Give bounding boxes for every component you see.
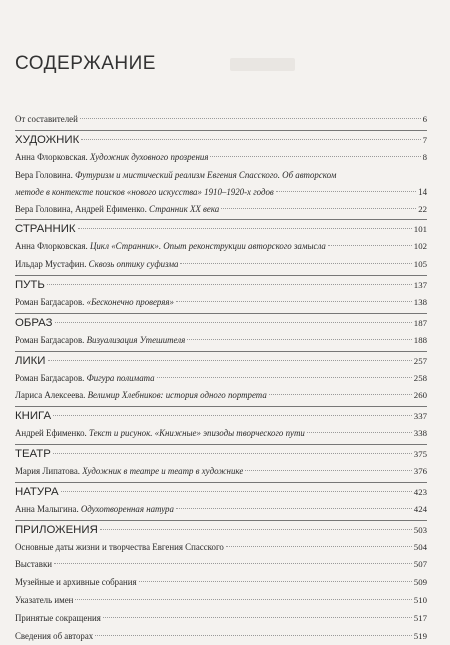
entry-text	[15, 294, 174, 312]
page-number: 6	[422, 114, 427, 124]
toc-line	[15, 521, 427, 539]
toc-line	[15, 628, 427, 645]
page-number: 423	[413, 486, 427, 497]
toc-section[interactable]	[15, 520, 427, 539]
toc-line	[15, 149, 427, 167]
entry-title: «Бесконечно проверяя»	[86, 296, 174, 307]
toc-line	[15, 574, 427, 592]
entry-author: От составителей	[15, 114, 78, 124]
dot-leader	[100, 529, 412, 530]
page-number: 102	[413, 241, 427, 252]
entry-title: Визуализация Утешителя	[86, 334, 186, 345]
entry-author: Основные даты жизни и творчества Евгения Спасского	[15, 541, 224, 552]
toc-line	[15, 352, 427, 370]
page-number: 507	[413, 559, 427, 570]
page-number: 187	[413, 317, 427, 328]
dot-leader	[176, 508, 412, 509]
page-number: 519	[413, 630, 427, 641]
toc-line	[15, 445, 427, 463]
toc-line	[15, 332, 427, 350]
toc-entry[interactable]	[15, 201, 427, 219]
toc-entry[interactable]	[15, 610, 427, 628]
entry-author: Вера Головина.	[15, 169, 73, 180]
entry-text	[15, 387, 267, 405]
entry-title: Текст и рисунок. «Книжные» эпизоды творческого пути	[88, 428, 305, 439]
toc-section[interactable]	[15, 406, 427, 425]
page-number: 509	[413, 577, 427, 588]
section-label: КНИГА	[15, 410, 52, 423]
section-label: ОБРАЗ	[15, 316, 53, 329]
entry-text	[15, 332, 185, 350]
entry-title: Футуризм и мистический реализм Евгения Спасского. Об авторском	[75, 169, 337, 180]
page-number: 337	[413, 411, 427, 422]
toc-line	[15, 425, 427, 443]
toc-line	[15, 539, 427, 557]
section-label: ТЕАТР	[15, 447, 51, 460]
toc-entry[interactable]	[15, 628, 427, 645]
section-label: СТРАННИК	[15, 223, 76, 236]
page-title: СОДЕРЖАНИЕ	[15, 53, 156, 74]
page-number: 105	[413, 259, 427, 270]
entry-author: Анна Малыгина.	[15, 503, 79, 514]
section-label: НАТУРА	[15, 485, 59, 498]
section-label: ЛИКИ	[15, 354, 46, 367]
toc-line	[15, 276, 427, 294]
dot-leader	[245, 470, 412, 471]
toc-line	[15, 238, 427, 256]
dot-leader	[80, 118, 421, 119]
dot-leader	[95, 635, 412, 636]
entry-text	[15, 370, 155, 388]
section-rule	[15, 444, 427, 445]
entry-title: Фигура полимата	[86, 372, 155, 383]
entry-title: Сквозь оптику суфизма	[88, 259, 179, 270]
toc-line	[15, 463, 427, 481]
entry-text	[15, 539, 224, 557]
dot-leader	[54, 563, 412, 564]
toc-line	[15, 294, 427, 312]
page-number: 257	[413, 355, 427, 366]
page-number: 8	[422, 151, 427, 162]
page-number: 260	[413, 390, 427, 401]
entry-title: Одухотворенная натура	[80, 503, 174, 514]
section-rule	[15, 351, 427, 352]
page-number: 101	[413, 224, 427, 235]
toc-line	[15, 131, 427, 149]
entry-author: Лариса Алексеева.	[15, 390, 86, 401]
page-number: 137	[413, 279, 427, 290]
page-number: 14	[418, 186, 427, 197]
entry-text	[15, 610, 101, 628]
dot-leader	[276, 191, 416, 192]
entry-author: Роман Багдасаров.	[15, 372, 85, 383]
toc-section[interactable]	[15, 444, 427, 463]
entry-text	[15, 111, 78, 129]
dot-leader	[176, 301, 412, 302]
entry-author: Ильдар Мустафин.	[15, 259, 87, 270]
toc-entry[interactable]	[15, 463, 427, 481]
toc-line	[15, 610, 427, 628]
toc-line	[15, 407, 427, 425]
page-number: 258	[413, 372, 427, 383]
entry-author: Музейные и архивные собрания	[15, 577, 137, 588]
entry-text	[15, 149, 208, 167]
toc-entry[interactable]	[15, 370, 427, 388]
entry-text	[15, 574, 137, 592]
toc-entry[interactable]	[15, 387, 427, 405]
dot-leader	[53, 453, 412, 454]
section-rule	[15, 313, 427, 314]
entry-author: Выставки	[15, 559, 52, 570]
toc-section[interactable]	[15, 313, 427, 332]
entry-text	[15, 201, 219, 219]
entry-author: Мария Липатова.	[15, 465, 80, 476]
dot-leader	[103, 617, 412, 618]
toc-line	[15, 556, 427, 574]
toc-entry[interactable]	[15, 556, 427, 574]
entry-author: Указатель имен	[15, 594, 74, 605]
section-rule	[15, 406, 427, 407]
toc-section[interactable]	[15, 130, 427, 149]
entry-title: Художник духовного прозрения	[89, 151, 209, 162]
toc-line	[15, 314, 427, 332]
entry-author: Андрей Ефименко.	[15, 428, 87, 439]
entry-title-cont: методе в контексте поисков «нового искусства» 1910–1920-х годов	[15, 186, 274, 197]
toc-entry[interactable]	[15, 256, 427, 274]
toc-line	[15, 387, 427, 405]
toc-entry[interactable]	[15, 539, 427, 557]
entry-text	[15, 238, 326, 256]
entry-author: Анна Флорковская.	[15, 241, 88, 252]
dot-leader	[328, 245, 412, 246]
toc-entry[interactable]	[15, 574, 427, 592]
dot-leader	[226, 546, 412, 547]
section-label: ХУДОЖНИК	[15, 133, 80, 146]
entry-author: Анна Флорковская.	[15, 151, 88, 162]
section-rule	[15, 275, 427, 276]
dot-leader	[157, 377, 412, 378]
toc-entry[interactable]	[15, 294, 427, 312]
dot-leader	[61, 491, 412, 492]
toc-line	[15, 592, 427, 610]
toc-section[interactable]	[15, 219, 427, 238]
entry-text	[15, 463, 243, 481]
dot-leader	[139, 581, 412, 582]
table-of-contents	[15, 111, 427, 645]
page-number: 138	[413, 296, 427, 307]
dot-leader	[210, 156, 420, 157]
entry-text	[15, 556, 52, 574]
section-rule	[15, 130, 427, 131]
entry-text	[15, 256, 178, 274]
entry-text	[15, 592, 73, 610]
dot-leader	[53, 415, 412, 416]
page-number: 338	[413, 428, 427, 439]
dot-leader	[269, 394, 412, 395]
dot-leader	[75, 599, 411, 600]
section-rule	[15, 520, 427, 521]
entry-title: Странник XX века	[149, 203, 220, 214]
page-number: 376	[413, 465, 427, 476]
dot-leader	[307, 432, 412, 433]
dot-leader	[180, 263, 411, 264]
toc-entry[interactable]	[15, 425, 427, 443]
toc-entry[interactable]	[15, 111, 427, 129]
toc-entry[interactable]	[15, 238, 427, 256]
toc-line	[15, 501, 427, 519]
toc-entry[interactable]	[15, 167, 427, 201]
toc-entry[interactable]	[15, 592, 427, 610]
entry-title: Цикл «Странник». Опыт реконструкции авторского замысла	[89, 241, 326, 252]
toc-line-2	[15, 184, 427, 201]
dot-leader	[55, 322, 412, 323]
entry-author: Вера Головина, Андрей Ефименко.	[15, 203, 147, 214]
toc-line-1	[15, 167, 427, 184]
entry-text	[15, 501, 174, 519]
toc-line	[15, 201, 427, 219]
toc-section[interactable]	[15, 482, 427, 501]
entry-text	[15, 628, 93, 645]
entry-title: Велимир Хлебников: история одного портрета	[87, 390, 267, 401]
dot-leader	[48, 360, 412, 361]
toc-line	[15, 111, 427, 129]
page-number: 424	[413, 503, 427, 514]
dot-leader	[221, 208, 416, 209]
show-through-text	[230, 58, 295, 71]
entry-author: Роман Багдасаров.	[15, 334, 85, 345]
toc-entry[interactable]	[15, 149, 427, 167]
page-number: 7	[422, 134, 427, 145]
dot-leader	[187, 339, 412, 340]
toc-entry[interactable]	[15, 332, 427, 350]
section-label: ПРИЛОЖЕНИЯ	[15, 523, 98, 536]
dot-leader	[78, 228, 412, 229]
toc-entry[interactable]	[15, 501, 427, 519]
entry-text	[15, 425, 305, 443]
page-number: 504	[413, 541, 427, 552]
toc-line	[15, 256, 427, 274]
entry-author: Принятые сокращения	[15, 612, 101, 623]
toc-section[interactable]	[15, 351, 427, 370]
page-number: 22	[418, 203, 427, 214]
page-number: 503	[413, 524, 427, 535]
toc-line	[15, 370, 427, 388]
section-label: ПУТЬ	[15, 278, 45, 291]
section-rule	[15, 482, 427, 483]
entry-author: Сведения об авторах	[15, 630, 94, 641]
page-number: 188	[413, 334, 427, 345]
toc-line	[15, 483, 427, 501]
section-rule	[15, 219, 427, 220]
dot-leader	[47, 284, 412, 285]
toc-line	[15, 220, 427, 238]
dot-leader	[81, 139, 420, 140]
page-number: 517	[413, 612, 427, 623]
entry-title: Художник в театре и театр в художнике	[82, 465, 244, 476]
toc-section[interactable]	[15, 275, 427, 294]
page-number: 375	[413, 448, 427, 459]
page-number: 510	[413, 594, 427, 605]
entry-author: Роман Багдасаров.	[15, 296, 85, 307]
